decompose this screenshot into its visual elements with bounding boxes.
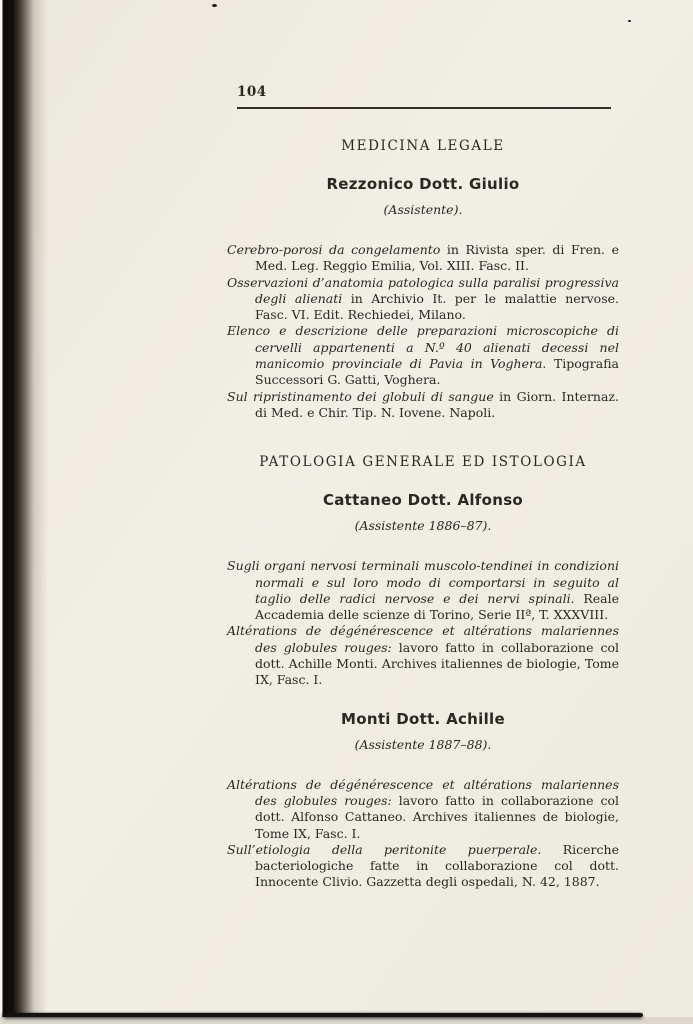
entry-title: Altérations de dégénérescence et altérations malariennes des globules rouges: bbox=[227, 623, 619, 655]
entry-publication: in Giorn. Internaz. di Med. e Chir. Tip. N. Iovene. Napoli. bbox=[255, 388, 619, 420]
entry-title: Altérations de dégénérescence et altérations malariennes des globules rouges: bbox=[227, 776, 619, 808]
page-bottom-fade bbox=[0, 1017, 693, 1024]
entry-publication: Ricerche bacteriologiche fatte in collaborazione col dott. Innocente Clivio. Gazzetta degli ospedali, N. 42, 1887. bbox=[255, 841, 619, 890]
scan-bottom-edge bbox=[4, 1013, 643, 1017]
entry-title: Cerebro-porosi da congelamento bbox=[227, 242, 441, 257]
scan-artifact bbox=[212, 4, 217, 7]
entry-title: Osservazioni d’anatomia patologica sulla paralisi progressiva degli alienati bbox=[227, 274, 619, 306]
entry-publication: Tipografia Successori G. Gatti, Voghera. bbox=[255, 356, 620, 388]
entry-title: Sull’etiologia della peritonite puerperale. bbox=[227, 841, 542, 857]
bib-entry bbox=[227, 275, 619, 324]
author-name-monti: Monti Dott. Achille bbox=[341, 709, 505, 728]
author-name-rezzonico: Rezzonico Dott. Giulio bbox=[326, 175, 520, 193]
entry-title: Elenco e descrizione delle preparazioni microscopiche di cervelli appartenenti a N.º 40 alienati decessi nel manicomio provinciale di Pavia in Voghera. bbox=[227, 323, 619, 372]
scan-artifact bbox=[628, 20, 631, 22]
section-heading-medicina-legale: MEDICINA LEGALE bbox=[341, 138, 505, 154]
author-name-cattaneo: Cattaneo Dott. Alfonso bbox=[322, 491, 524, 510]
bibliography-list bbox=[227, 242, 619, 421]
bib-entry bbox=[227, 389, 619, 422]
entry-publication: lavoro fatto in collaborazione col dott. Achille Monti. Archives italiennes de biologie, Tome IX, Fasc. I. bbox=[255, 639, 619, 688]
entry-title: Sugli organi nervosi terminali muscolo-tendinei in condizioni normali e sul loro modo di comportarsi in seguito al taglio delle radici nervose e dei nervi spinali. bbox=[227, 558, 619, 606]
header-rule bbox=[237, 107, 611, 109]
entry-title: Sul ripristinamento dei globuli di sangue bbox=[227, 388, 494, 404]
page-content bbox=[227, 84, 619, 891]
entry-publication: lavoro fatto in collaborazione col dott. Alfonso Cattaneo. Archives italiennes de biologie, Tome IX, Fasc. I. bbox=[255, 792, 619, 841]
bibliography-list bbox=[227, 558, 619, 688]
page-number: 104 bbox=[237, 84, 267, 100]
book-binding-shadow bbox=[0, 0, 48, 1024]
bib-entry bbox=[227, 558, 619, 623]
bib-entry bbox=[227, 623, 619, 688]
bib-entry bbox=[227, 777, 619, 842]
section-heading-patologia: PATOLOGIA GENERALE ED ISTOLOGIA bbox=[259, 454, 587, 471]
bib-entry bbox=[227, 323, 619, 388]
entry-publication: Reale Accademia delle scienze di Torino, Serie IIª, T. XXXVIII. bbox=[255, 590, 619, 623]
author-subtitle: (Assistente 1886–87). bbox=[354, 518, 492, 534]
entry-publication: in Archivio It. per le malattie nervose. Fasc. VI. Edit. Rechiedei, Milano. bbox=[255, 290, 619, 323]
bibliography-list bbox=[227, 777, 619, 891]
entry-publication: in Rivista sper. di Fren. e Med. Leg. Reggio Emilia, Vol. XIII. Fasc. II. bbox=[255, 242, 619, 274]
bib-entry bbox=[227, 242, 619, 275]
bib-entry bbox=[227, 842, 619, 891]
author-subtitle: (Assistente 1887–88). bbox=[354, 736, 492, 752]
author-subtitle: (Assistente). bbox=[383, 202, 463, 217]
